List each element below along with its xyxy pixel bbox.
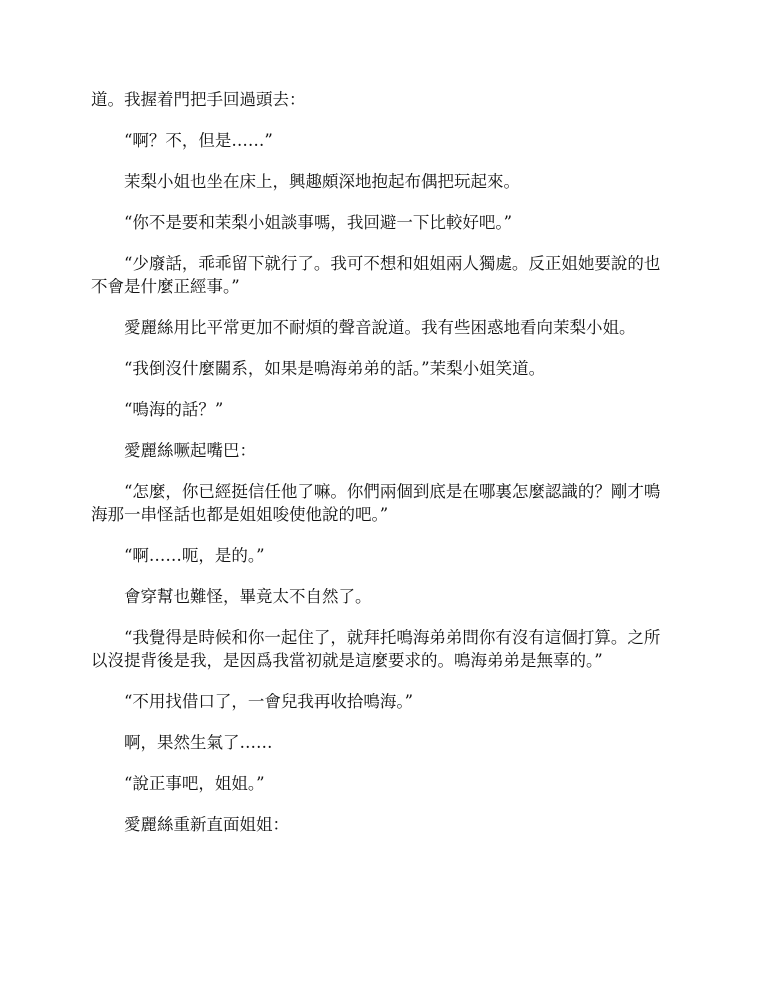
paragraph: “不用找借口了，一會兒我再收拾鳴海。” bbox=[124, 692, 414, 711]
paragraph: “你不是要和茉梨小姐談事嗎，我回避一下比較好吧。” bbox=[124, 213, 513, 232]
paragraph: “怎麼，你已經挺信任他了嘛。你們兩個到底是在哪裏怎麼認識的？剛才鳴海那一串怪話也都是姐姐唆使他說的吧。” bbox=[91, 482, 661, 524]
paragraph: “說正事吧，姐姐。” bbox=[124, 774, 265, 793]
paragraph: 愛麗絲重新直面姐姐： bbox=[124, 815, 289, 834]
paragraph: 愛麗絲噘起嘴巴： bbox=[124, 441, 256, 460]
paragraph: “啊……呃，是的。” bbox=[124, 546, 265, 565]
paragraph: “我覺得是時候和你一起住了，就拜托鳴海弟弟問你有沒有這個打算。之所以沒提背後是我，是因爲我當初就是這麼要求的。鳴海弟弟是無辜的。” bbox=[91, 628, 661, 670]
paragraph: “啊？不，但是……” bbox=[124, 131, 273, 150]
paragraph: 茉梨小姐也坐在床上，興趣頗深地抱起布偶把玩起來。 bbox=[124, 172, 520, 191]
paragraph: 愛麗絲用比平常更加不耐煩的聲音說道。我有些困惑地看向茉梨小姐。 bbox=[124, 318, 636, 337]
paragraph: “我倒沒什麼關系，如果是鳴海弟弟的話。”茉梨小姐笑道。 bbox=[124, 359, 546, 378]
paragraph: “鳴海的話？” bbox=[124, 400, 224, 419]
paragraph: 啊，果然生氣了…… bbox=[124, 733, 273, 752]
paragraph: 道。我握着門把手回過頭去： bbox=[91, 90, 306, 109]
paragraph: “少廢話，乖乖留下就行了。我可不想和姐姐兩人獨處。反正姐她要說的也不會是什麼正經事。” bbox=[91, 254, 661, 296]
paragraph: 會穿幫也難怪，畢竟太不自然了。 bbox=[124, 587, 372, 606]
